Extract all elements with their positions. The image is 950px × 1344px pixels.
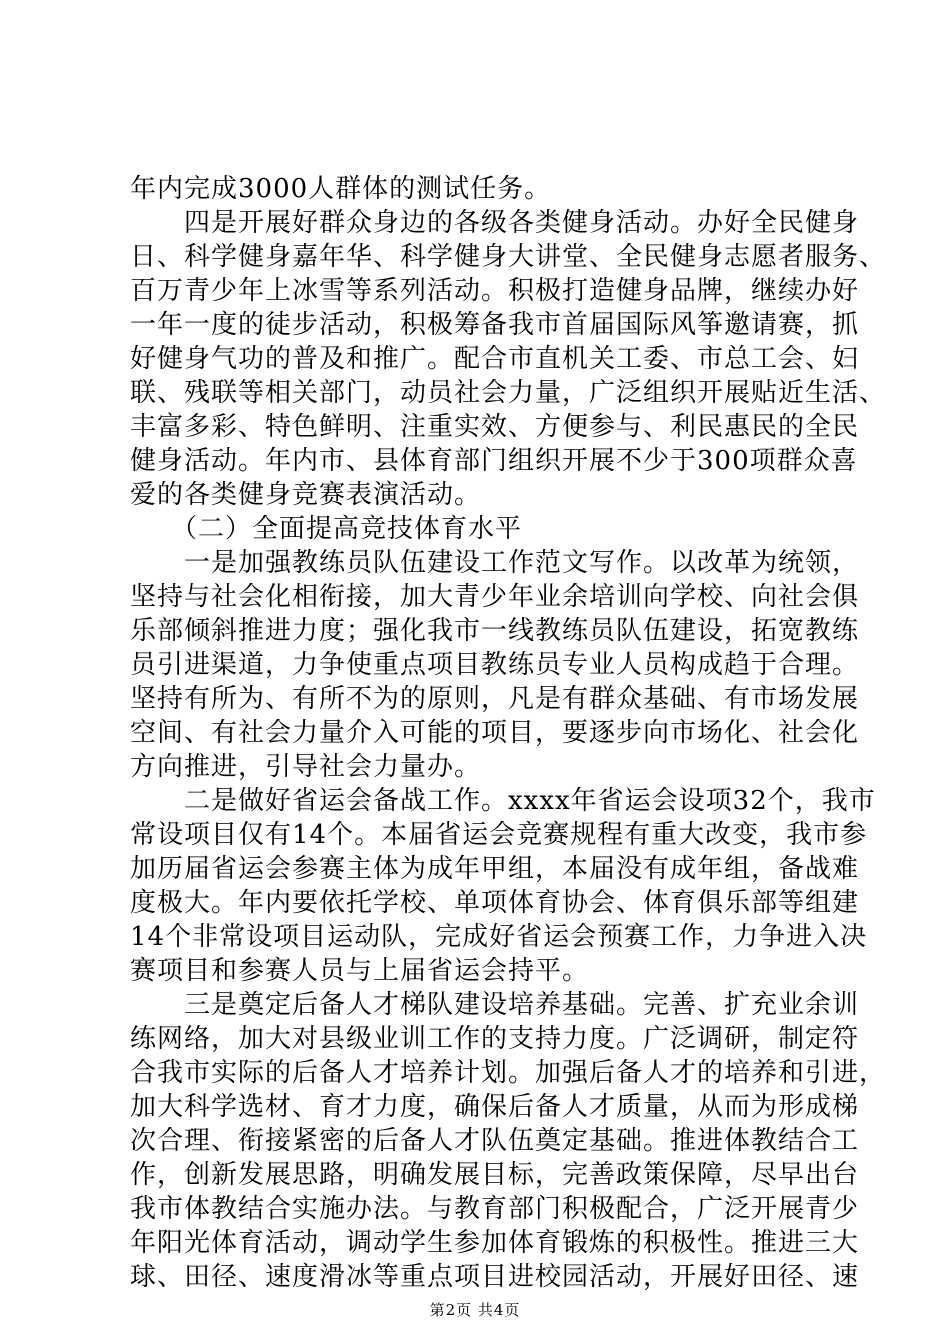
text-line: 练网络，加大对县级业训工作的支持力度。广泛调研，制定符 [130, 1024, 860, 1054]
text-line: 坚持与社会化相衔接，加大青少年业余培训向学校、向社会俱 [130, 582, 860, 612]
text-line: 日、科学健身嘉年华、科学健身大讲堂、全民健身志愿者服务、 [130, 242, 887, 272]
text-line: 百万青少年上冰雪等系列活动。积极打造健身品牌，继续办好 [130, 276, 860, 306]
text-line: 加历届省运会参赛主体为成年甲组，本届没有成年组，备战难 [130, 854, 860, 884]
text-line: 作，创新发展思路，明确发展目标，完善政策保障，尽早出台 [130, 1160, 860, 1190]
text-line: 度极大。年内要依托学校、单项体育协会、体育俱乐部等组建 [130, 888, 860, 918]
text-line: 一是加强教练员队伍建设工作范文写作。以改革为统领， [130, 548, 860, 578]
text-line: 好健身气功的普及和推广。配合市直机关工委、市总工会、妇 [130, 344, 860, 374]
text-line: 坚持有所为、有所不为的原则，凡是有群众基础、有市场发展 [130, 684, 860, 714]
text-line: 我市体教结合实施办法。与教育部门积极配合，广泛开展青少 [130, 1194, 860, 1224]
text-line: 次合理、衔接紧密的后备人才队伍奠定基础。推进体教结合工 [130, 1126, 860, 1156]
section-heading: （二）全面提高竞技体育水平 [130, 514, 523, 544]
text-line: 赛项目和参赛人员与上届省运会持平。 [130, 956, 590, 986]
text-line: 球、田径、速度滑冰等重点项目进校园活动，开展好田径、速 [130, 1262, 860, 1292]
text-line: 14个非常设项目运动队，完成好省运会预赛工作，力争进入决 [130, 922, 868, 952]
text-line: 加大科学选材、育才力度，确保后备人才质量，从而为形成梯 [130, 1092, 860, 1122]
page-number: 第2页 共4页 [429, 1301, 521, 1319]
text-line: 联、残联等相关部门，动员社会力量，广泛组织开展贴近生活、 [130, 378, 887, 408]
text-line: 三是奠定后备人才梯队建设培养基础。完善、扩充业余训 [130, 990, 860, 1020]
text-line: 年内完成3000人群体的测试任务。 [130, 174, 552, 204]
text-line: 健身活动。年内市、县体育部门组织开展不少于300项群众喜 [130, 446, 858, 476]
text-line: 常设项目仅有14个。本届省运会竞赛规程有重大改变，我市参 [130, 820, 868, 850]
text-line: 空间、有社会力量介入可能的项目，要逐步向市场化、社会化 [130, 718, 860, 748]
text-line: 二是做好省运会备战工作。xxxx年省运会设项32个，我市 [130, 786, 876, 816]
text-line: 四是开展好群众身边的各级各类健身活动。办好全民健身 [130, 208, 860, 238]
text-line: 乐部倾斜推进力度；强化我市一线教练员队伍建设，拓宽教练 [130, 616, 860, 646]
text-line: 合我市实际的后备人才培养计划。加强后备人才的培养和引进， [130, 1058, 887, 1088]
text-line: 爱的各类健身竞赛表演活动。 [130, 480, 482, 510]
text-line: 一年一度的徒步活动，积极筹备我市首届国际风筝邀请赛，抓 [130, 310, 860, 340]
text-line: 年阳光体育活动，调动学生参加体育锻炼的积极性。推进三大 [130, 1228, 860, 1258]
text-line: 员引进渠道，力争使重点项目教练员专业人员构成趋于合理。 [130, 650, 860, 680]
text-line: 方向推进，引导社会力量办。 [130, 752, 482, 782]
text-line: 丰富多彩、特色鲜明、注重实效、方便参与、利民惠民的全民 [130, 412, 860, 442]
